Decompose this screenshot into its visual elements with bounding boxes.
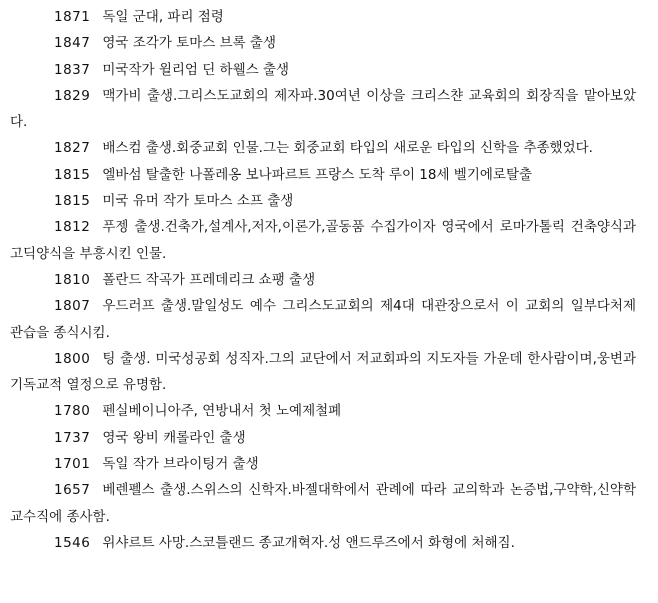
entry-text: 폴란드 작곡가 프레데리크 쇼팽 출생 <box>102 271 316 288</box>
list-item <box>10 398 636 424</box>
entry-text: 영국 조각가 토마스 브록 출생 <box>102 35 277 52</box>
list-item <box>10 162 636 188</box>
entry-year: 1800 <box>54 350 91 367</box>
list-item <box>10 477 636 530</box>
entry-year: 1815 <box>54 193 91 210</box>
list-item <box>10 135 636 161</box>
entry-year: 1829 <box>54 87 91 104</box>
entry-year: 1837 <box>54 61 91 78</box>
entry-text: 독일 작가 브라이팅거 출생 <box>102 456 259 473</box>
entry-text: 맥가비 출생.그리스도교회의 제자파.30여년 이상을 크리스챤 교육회의 회장직을 맡아보았다. <box>10 87 636 131</box>
list-item <box>10 530 636 556</box>
entry-year: 1701 <box>54 456 91 473</box>
entry-text: 베렌펠스 출생.스위스의 신학자.바젤대학에서 관례에 따라 교의학과 논증법,구약학,신약학 교수직에 종사함. <box>10 482 636 525</box>
entry-text: 위샤르트 사망.스코틀랜드 종교개혁자.성 앤드루즈에서 화형에 처해짐. <box>102 534 515 551</box>
entry-text: 미국 유머 작가 토마스 소프 출생 <box>102 193 294 210</box>
list-item <box>10 57 636 83</box>
list-item <box>10 451 636 477</box>
entry-text: 우드러프 출생.말일성도 예수 그리스도교회의 제4대 대관장으로서 이 교회의 일부다처제 관습을 종식시킴. <box>10 298 636 341</box>
entry-year: 1812 <box>54 219 91 236</box>
entry-text: 팅 출생. 미국성공회 성직자.그의 교단에서 저교회파의 지도자들 가운데 한사람이며,웅변과 기독교적 열정으로 유명함. <box>10 350 636 394</box>
entry-text: 미국작가 윌리엄 딘 하웰스 출생 <box>102 61 290 78</box>
entry-year: 1847 <box>54 35 91 52</box>
entry-text: 독일 군대, 파리 점령 <box>102 9 224 25</box>
entry-text: 엘바섬 탈출한 나폴레옹 보나파르트 프랑스 도착 루이 18세 벨기에로탈출 <box>102 166 533 183</box>
list-item <box>10 188 636 214</box>
entry-year: 1815 <box>54 166 91 183</box>
entry-text: 배스컴 출생.회중교회 인물.그는 회중교회 타입의 새로운 타입의 신학을 추종했었다. <box>102 140 593 157</box>
entry-text: 푸젱 출생.건축가,설계사,저자,이론가,골동품 수집가이자 영국에서 로마가톨릭 건축양식과 고딕양식을 부흥시킨 인물. <box>10 219 636 262</box>
entry-year: 1546 <box>54 534 91 551</box>
list-item <box>10 346 636 399</box>
list-item <box>10 83 636 136</box>
list-item <box>10 4 636 30</box>
entry-year: 1827 <box>54 140 91 157</box>
entry-text: 영국 왕비 캐롤라인 출생 <box>102 429 246 446</box>
list-item <box>10 214 636 267</box>
entry-text: 펜실베이니아주, 연방내서 첫 노예제철폐 <box>102 403 342 420</box>
list-item <box>10 425 636 451</box>
list-item <box>10 267 636 293</box>
entry-year: 1810 <box>54 271 91 288</box>
entry-year: 1737 <box>54 429 91 446</box>
entry-year: 1871 <box>54 9 91 25</box>
entry-year: 1657 <box>54 482 91 499</box>
list-item <box>10 30 636 56</box>
entry-year: 1807 <box>54 298 91 315</box>
entry-year: 1780 <box>54 403 91 420</box>
list-item <box>10 293 636 346</box>
